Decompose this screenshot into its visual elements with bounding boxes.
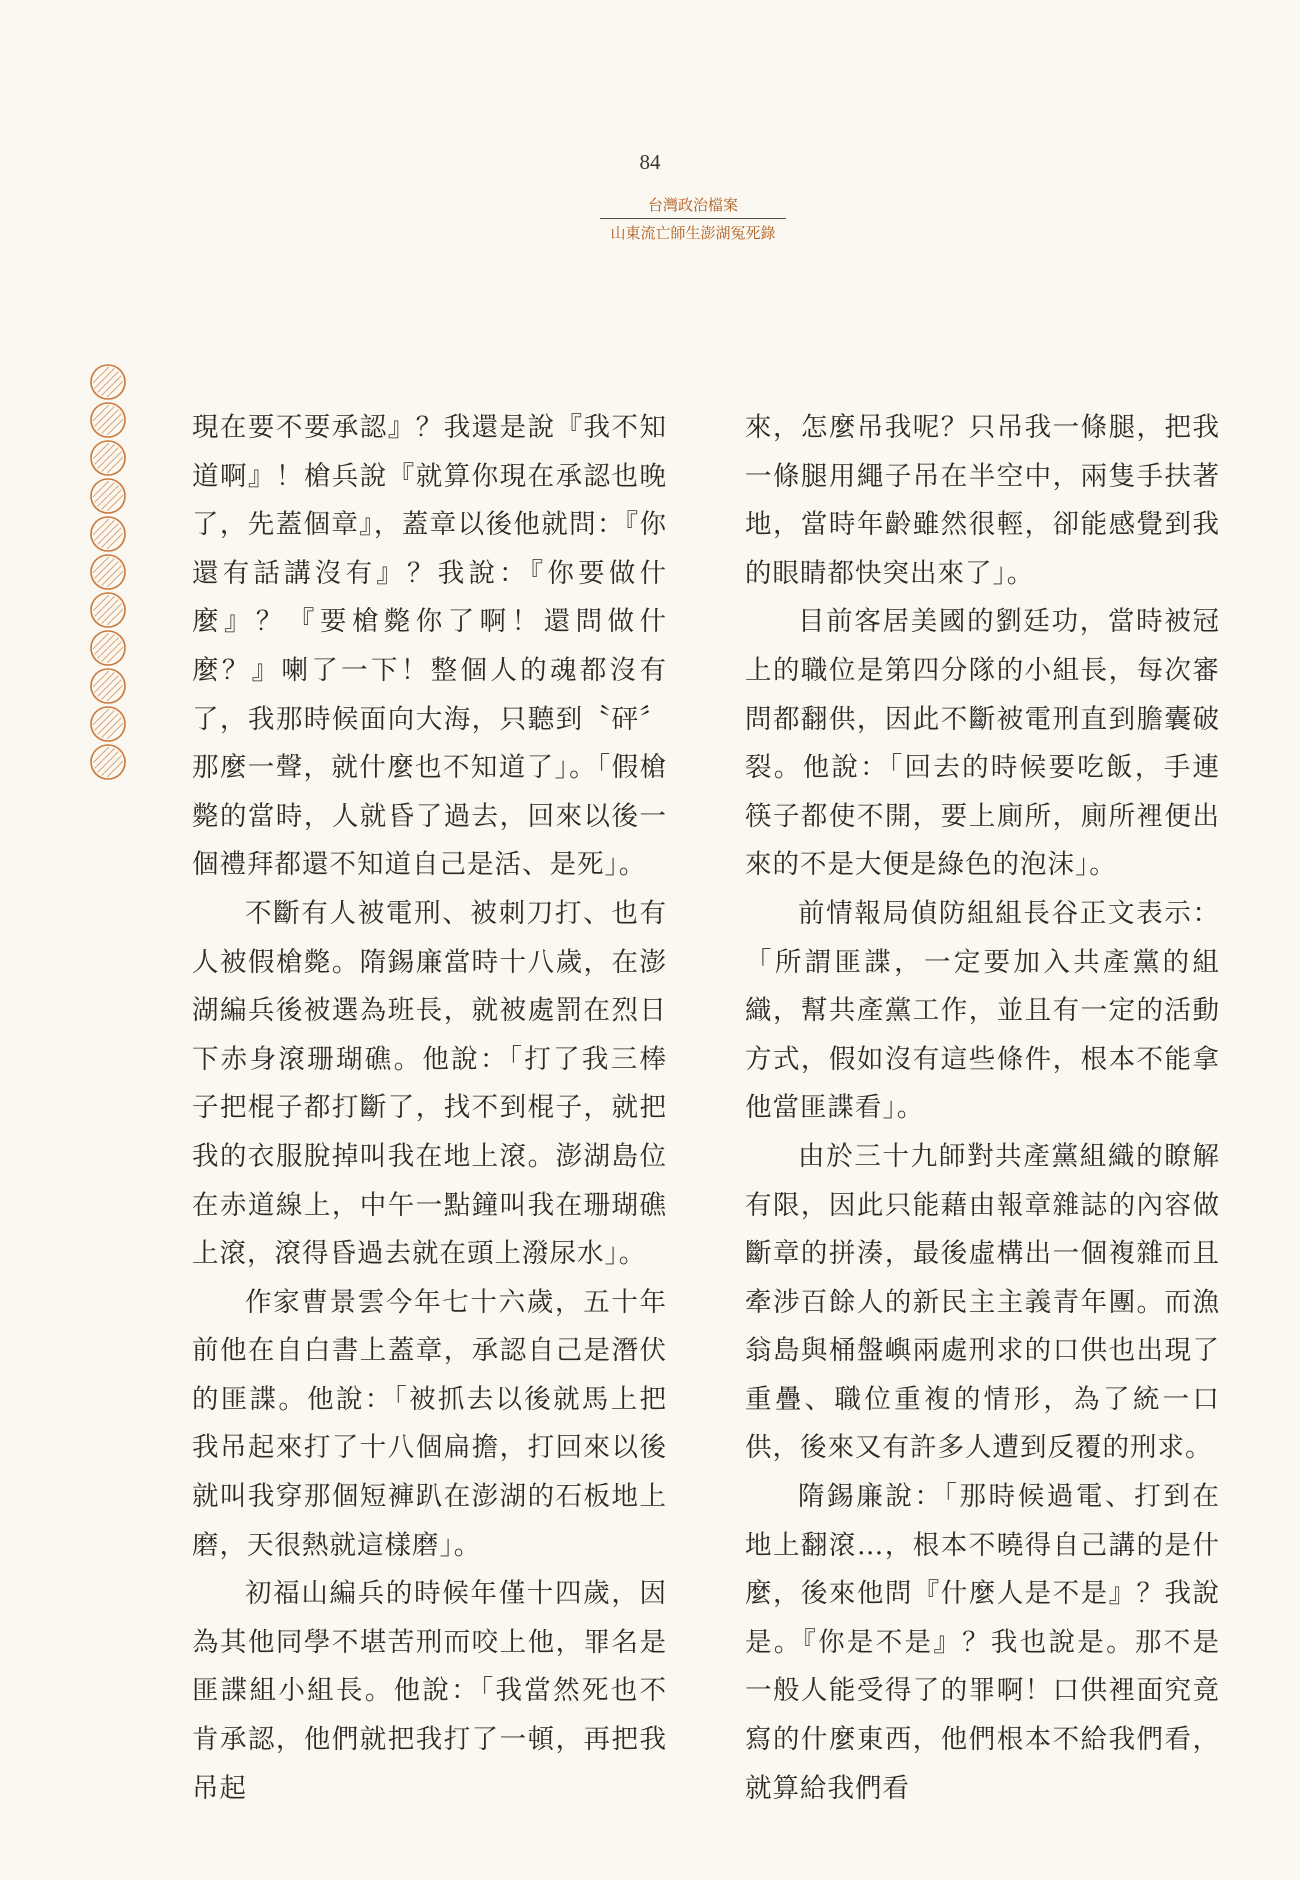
running-header xyxy=(600,195,786,243)
paragraph: 目前客居美國的劉廷功，當時被冠上的職位是第四分隊的小組長，每次審問都翻供，因此不斷被電刑直到膽囊破裂。他說：「回去的時候要吃飯，手連筷子都使不開，要上廁所，廁所裡便出來的不是大便是綠色的泡沫」。 xyxy=(745,606,1220,881)
paragraph: 現在要不要承認』？我還是說『我不知道啊』！槍兵說『就算你現在承認也晚了，先蓋個章』，蓋章以後他就問：『你還有話講沒有』？我說：『你要做什麼』？『要槍斃你了啊！還問做什麼？』喇了一下！整個人的魂都沒有了，我那時候面向大海，只聽到〝砰〞那麼一聲，就什麼也不知道了」。「假槍斃的當時，人就昏了過去，回來以後一個禮拜都還不知道自己是活、是死」。 xyxy=(192,412,667,881)
ornament-circle xyxy=(91,441,125,475)
ornament-circle xyxy=(91,555,125,589)
ornament-circle xyxy=(91,745,125,779)
paragraph: 來，怎麼吊我呢？只吊我一條腿，把我一條腿用繩子吊在半空中，兩隻手扶著地，當時年齡雖然很輕，卻能感覺到我的眼睛都快突出來了」。 xyxy=(745,412,1220,589)
ornament-circle xyxy=(91,479,125,513)
book-title: 山東流亡師生澎湖冤死錄 xyxy=(610,224,776,242)
paragraph: 由於三十九師對共產黨組織的瞭解有限，因此只能藉由報章雜誌的內容做斷章的拼湊，最後虛構出一個複雜而且牽涉百餘人的新民主主義青年團。而漁翁島與桶盤嶼兩處刑求的口供也出現了重疊、職位重複的情形，為了統一口供，後來又有許多人遭到反覆的刑求。 xyxy=(745,1140,1220,1464)
paragraph: 作家曹景雲今年七十六歲，五十年前他在自白書上蓋章，承認自己是潛伏的匪諜。他說：「被抓去以後就馬上把我吊起來打了十八個扁擔，打回來以後就叫我穿那個短褲趴在澎湖的石板地上磨，天很熱就這樣磨」。 xyxy=(192,1286,667,1561)
ornament-circle xyxy=(91,707,125,741)
left-column xyxy=(192,404,667,1813)
ornament-circle xyxy=(91,403,125,437)
right-column xyxy=(745,404,1220,1813)
ornament-circle xyxy=(91,631,125,665)
paragraph: 前情報局偵防組組長谷正文表示：「所謂匪諜，一定要加入共產黨的組織，幫共產黨工作，並且有一定的活動方式，假如沒有這些條件，根本不能拿他當匪諜看」。 xyxy=(745,897,1220,1124)
paragraph: 初福山編兵的時候年僅十四歲，因為其他同學不堪苦刑而咬上他，罪名是匪諜組小組長。他說：「我當然死也不肯承認，他們就把我打了一頓，再把我吊起 xyxy=(192,1578,667,1804)
ornament-circle xyxy=(91,669,125,703)
ornament-circle xyxy=(91,517,125,551)
ornament-circle xyxy=(91,365,125,399)
ornament-circle xyxy=(91,593,125,627)
paragraph: 隋錫廉說：「那時候過電、打到在地上翻滾…，根本不曉得自己講的是什麼，後來他問『什麼人是不是』？我說是。『你是不是』？我也說是。那不是一般人能受得了的罪啊！口供裡面究竟寫的什麼東西，他們根本不給我們看，就算給我們看 xyxy=(745,1481,1220,1804)
series-title: 台灣政治檔案 xyxy=(600,195,786,219)
page-number: 84 xyxy=(639,150,661,174)
decorative-circle-border xyxy=(88,362,128,782)
paragraph: 不斷有人被電刑、被刺刀打、也有人被假槍斃。隋錫廉當時十八歲，在澎湖編兵後被選為班長，就被處罰在烈日下赤身滾珊瑚礁。他說：「打了我三棒子把棍子都打斷了，找不到棍子，就把我的衣服脫掉叫我在地上滾。澎湖島位在赤道線上，中午一點鐘叫我在珊瑚礁上滾，滾得昏過去就在頭上潑尿水」。 xyxy=(192,897,667,1270)
